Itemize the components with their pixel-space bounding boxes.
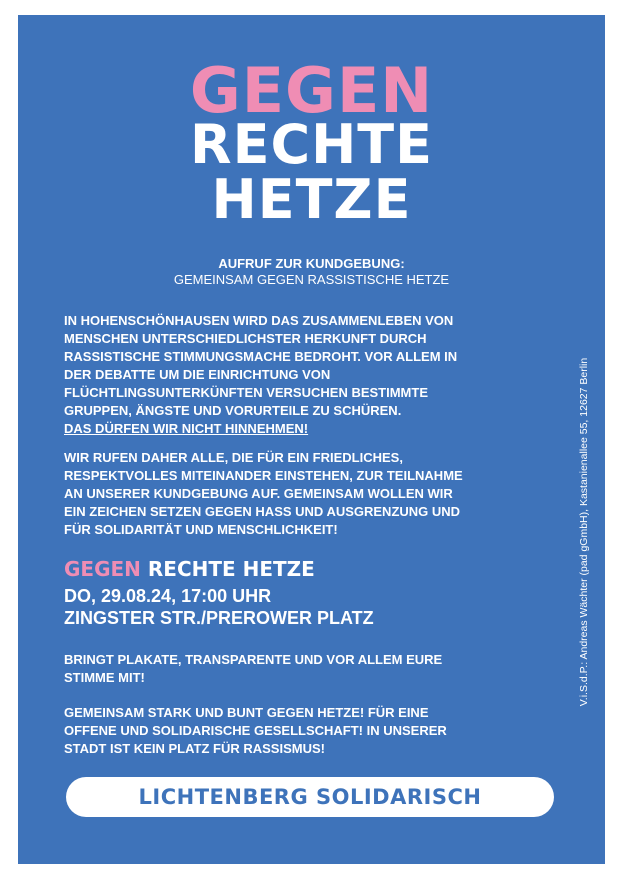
poster <box>18 15 605 864</box>
headline-rechte: RECHTE <box>189 113 433 176</box>
text-line: RESPEKTVOLLES MITEINANDER EINSTEHEN, ZUR TEILNAHME <box>64 468 463 483</box>
event-location: ZINGSTER STR./PREROWER PLATZ <box>64 608 374 628</box>
text-line: OFFENE UND SOLIDARISCHE GESELLSCHAFT! IN UNSERER <box>64 723 447 738</box>
headline-gegen: GEGEN <box>189 54 434 127</box>
call-title: AUFRUF ZUR KUNDGEBUNG: <box>218 256 405 271</box>
call-subtitle: GEMEINSAM GEGEN RASSISTISCHE HETZE <box>173 272 450 287</box>
appeal-paragraph <box>64 449 544 539</box>
intro-paragraph <box>64 312 544 438</box>
text-line: BRINGT PLAKATE, TRANSPARENTE UND VOR ALLEM EURE <box>64 652 443 667</box>
text-line: RASSISTISCHE STIMMUNGSMACHE BEDROHT. VOR ALLEM IN <box>64 349 458 364</box>
text-line: AN UNSERER KUNDGEBUNG AUF. GEMEINSAM WOLLEN WIR <box>64 486 453 501</box>
text-line: EIN ZEICHEN SETZEN GEGEN HASS UND AUSGRENZUNG UND <box>64 504 461 519</box>
text-line: GRUPPEN, ÄNGSTE UND VORURTEILE ZU SCHÜREN. <box>64 403 402 418</box>
text-line: DER DEBATTE UM DIE EINRICHTUNG VON <box>64 367 331 382</box>
text-line: MENSCHEN UNTERSCHIEDLICHSTER HERKUNFT DURCH <box>64 331 427 346</box>
underlined-statement: DAS DÜRFEN WIR NICHT HINNEHMEN! <box>64 421 309 436</box>
slogan-rechte-hetze: RECHTE HETZE <box>147 557 315 581</box>
organization-banner: LICHTENBERG SOLIDARISCH <box>66 777 554 817</box>
event-datetime: DO, 29.08.24, 17:00 UHR <box>64 586 272 606</box>
closing-paragraph <box>64 704 544 758</box>
text-line: FÜR SOLIDARITÄT UND MENSCHLICHKEIT! <box>64 522 338 537</box>
slogan-gegen: GEGEN <box>64 557 141 581</box>
text-line: STADT IST KEIN PLATZ FÜR RASSISMUS! <box>64 741 325 756</box>
text-line: WIR RUFEN DAHER ALLE, DIE FÜR EIN FRIEDLICHES, <box>64 450 403 465</box>
bring-paragraph <box>64 651 544 687</box>
headline-hetze: HETZE <box>211 168 412 231</box>
text-line: FLÜCHTLINGSUNTERKÜNFTEN VERSUCHEN BESTIMMTE <box>64 385 428 400</box>
imprint-text: V.i.S.d.P.: Andreas Wächter (pad gGmbH), Kastanienallee 55, 12627 Berlin <box>578 357 590 707</box>
slogan <box>64 556 315 582</box>
text-line: STIMME MIT! <box>64 670 145 685</box>
text-line: GEMEINSAM STARK UND BUNT GEGEN HETZE! FÜR EINE <box>64 705 429 720</box>
text-line: IN HOHENSCHÖNHAUSEN WIRD DAS ZUSAMMENLEBEN VON <box>64 313 454 328</box>
